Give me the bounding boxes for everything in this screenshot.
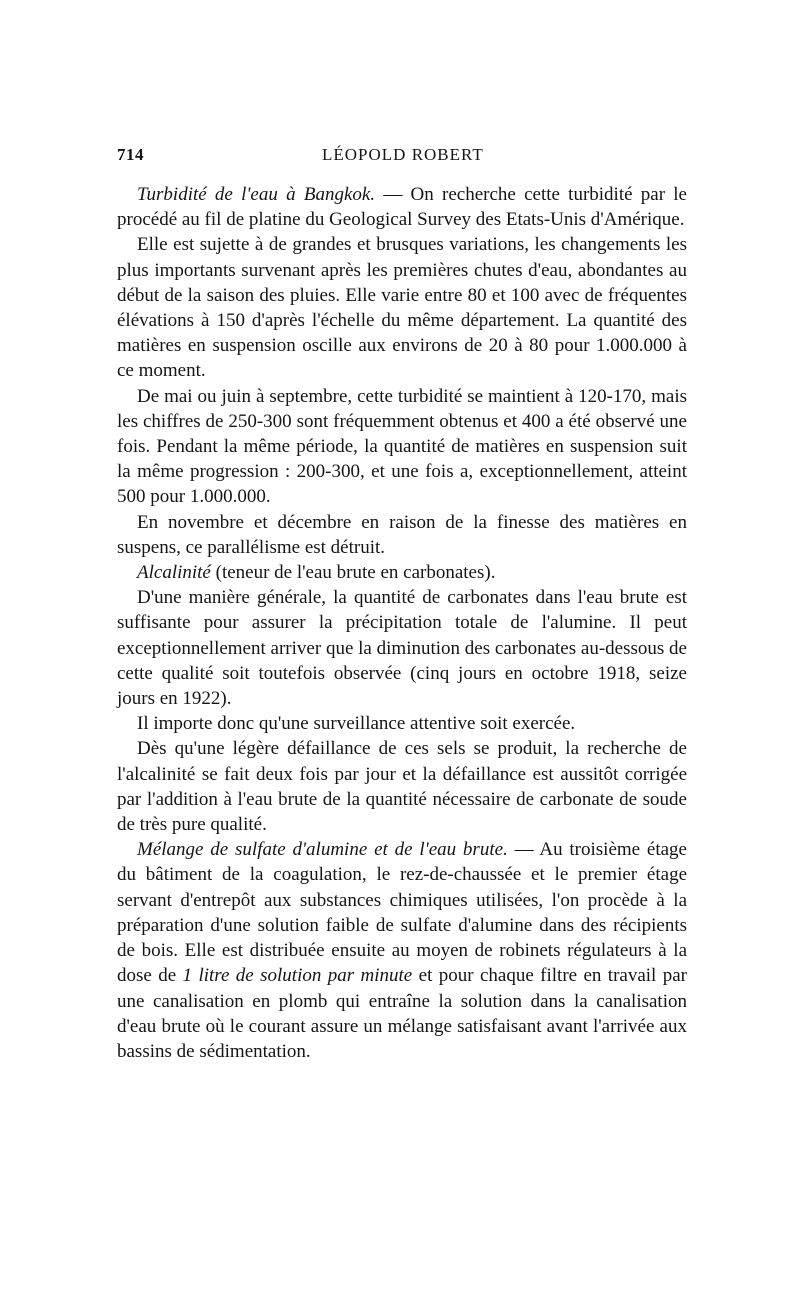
paragraph-text: Elle est sujette à de grandes et brusques variations, les changements les plus importants survenant après les premières chutes d'eau, abondantes au début de la saison des pluies. Elle varie entre 80 et 100 avec de fréquentes élévations à 150 d'après l'échelle du même département. La quantité des matières en suspension oscille aux environs de 20 à 80 pour 1.000.000 à ce moment. — [117, 234, 687, 382]
paragraph-variations — [117, 232, 687, 383]
paragraph-correction — [117, 736, 687, 837]
dose-emphasis: 1 litre de solution par minute — [182, 965, 413, 987]
paragraph-text: — On recherche cette turbidité par le procédé au fil de platine du Geological Survey des Etats-Unis d'Amérique. — [117, 184, 687, 231]
paragraph-alkalinity-heading — [117, 560, 687, 585]
running-head: LÉOPOLD ROBERT — [322, 145, 484, 164]
paragraph-text: De mai ou juin à septembre, cette turbidité se maintient à 120-170, mais les chiffres de 250-300 sont fréquemment obtenus et 400 a été observé une fois. Pendant la même période, la quantité de matières en suspension suit la même progression : 200-300, et une fois a, exceptionnellement, atteint 500 pour 1.000.000. — [117, 385, 687, 508]
section-heading-mixing: Mélange de sulfate d'alumine et de l'eau brute. — [137, 839, 508, 861]
paragraph-mixing — [117, 837, 687, 1064]
paragraph-may-september — [117, 384, 687, 510]
paragraph-text: (teneur de l'eau brute en carbonates). — [210, 562, 496, 584]
page-number: 714 — [117, 145, 144, 164]
paragraph-carbonates — [117, 585, 687, 711]
section-heading-turbidity: Turbidité de l'eau à Bangkok. — [137, 184, 376, 205]
paragraph-surveillance — [117, 711, 687, 736]
paragraph-turbidity — [117, 182, 687, 232]
body-text — [117, 182, 687, 1064]
paragraph-text: D'une manière générale, la quantité de carbonates dans l'eau brute est suffisante pour assurer la précipitation totale de l'alumine. Il peut exceptionnellement arriver que la diminution des carbonates au-dessous de cette qualité soit toutefois observée (cinq jours en octobre 1918, seize jours en 1922). — [117, 587, 687, 710]
page-header — [117, 145, 687, 175]
paragraph-text: Dès qu'une légère défaillance de ces sels se produit, la recherche de l'alcalinité se fait deux fois par jour et la défaillance est aussitôt corrigée par l'addition à l'eau brute de la quantité nécessaire de carbonate de soude de très pure qualité. — [117, 738, 687, 836]
section-heading-alkalinity: Alcalinité — [137, 562, 211, 584]
paragraph-text: — Au troisième étage du bâtiment de la coagulation, le rez-de-chaussée et le premier étage servant d'entrepôt aux substances chimiques utilisées, l'on procède à la préparation d'une solution faible de sulfate d'alumine dans des récipients de bois. Elle est distribuée ensuite au moyen de robinets régulateurs à la dose de — [117, 839, 687, 987]
paragraph-november-december — [117, 510, 687, 560]
paragraph-text: Il importe donc qu'une surveillance attentive soit exercée. — [137, 713, 576, 735]
paragraph-text: et pour chaque filtre en travail par une canalisation en plomb qui entraîne la solution dans la canalisation d'eau brute où le courant assure un mélange satisfaisant avant l'arrivée aux bassins de sédimentation. — [117, 965, 687, 1062]
paragraph-text: En novembre et décembre en raison de la finesse des matières en suspens, ce parallélisme est détruit. — [117, 511, 687, 558]
